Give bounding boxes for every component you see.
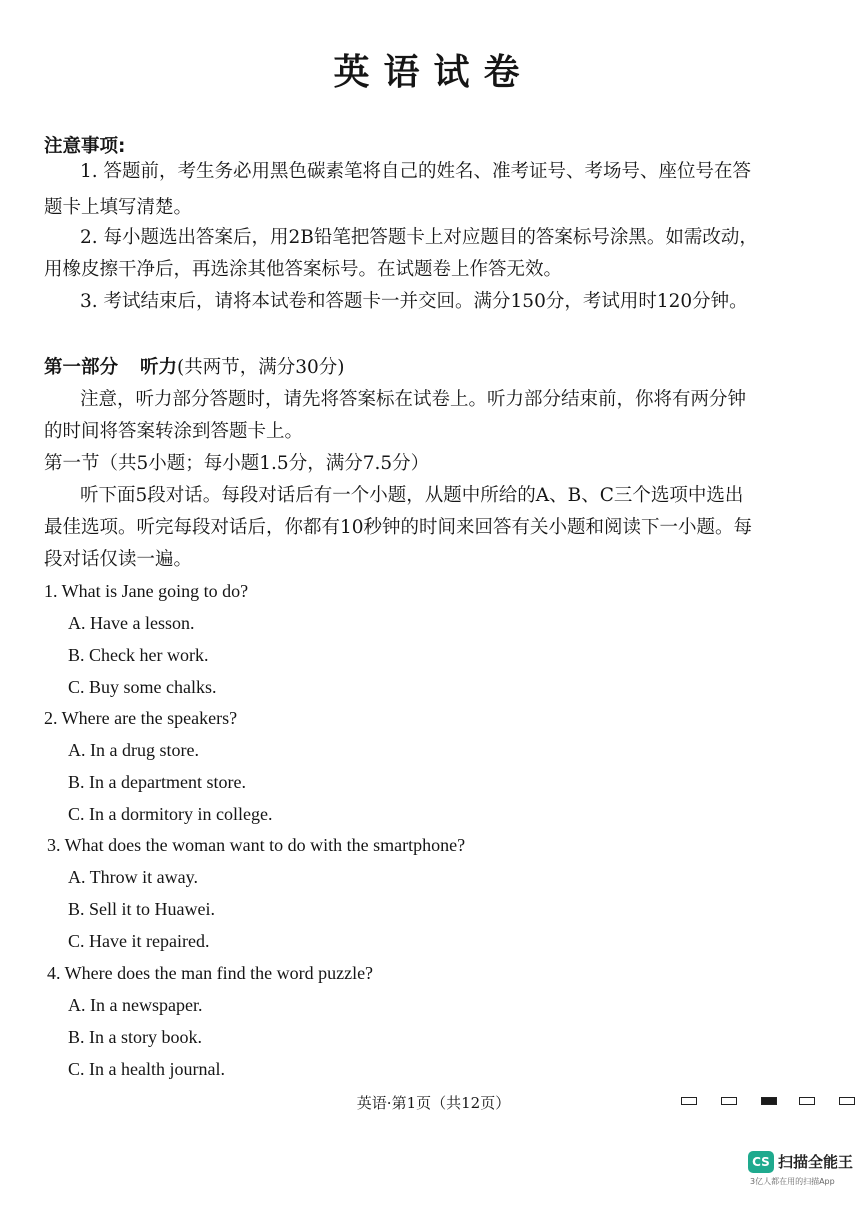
question-option: C. In a health journal.: [68, 1059, 225, 1079]
question-option: B. Check her work.: [68, 645, 209, 665]
alignment-mark: [761, 1097, 777, 1105]
part1-score: (共两节，满分30分): [177, 357, 345, 378]
question-option: B. Sell it to Huawei.: [68, 899, 215, 919]
notice-heading: 注意事项:: [44, 136, 126, 157]
part1-intro-line: 的时间将答案转涂到答题卡上。: [44, 421, 304, 442]
alignment-mark: [721, 1097, 737, 1105]
part1-header: [44, 356, 345, 380]
question-stem: 4. Where does the man find the word puzzle?: [47, 963, 374, 983]
alignment-mark: [799, 1097, 815, 1105]
question-option: A. In a drug store.: [68, 740, 199, 760]
alignment-mark: [839, 1097, 855, 1105]
part1-intro-line: 注意，听力部分答题时，请先将答案标在试卷上。听力部分结束前，你将有两分钟: [80, 389, 747, 410]
question-option: B. In a story book.: [68, 1027, 202, 1047]
question-option: B. In a department store.: [68, 772, 246, 792]
question-option: A. In a newspaper.: [68, 995, 203, 1015]
exam-title: 英语试卷: [333, 52, 534, 93]
notice-line: 用橡皮擦干净后，再选涂其他答案标号。在试题卷上作答无效。: [44, 259, 563, 280]
page-footer: 英语·第1页（共12页）: [356, 1094, 511, 1112]
question-option: C. In a dormitory in college.: [68, 804, 273, 824]
question-stem: 2. Where are the speakers?: [44, 708, 238, 728]
scanner-watermark: [748, 1151, 860, 1191]
question-option: A. Throw it away.: [68, 867, 198, 887]
notice-line: 2. 每小题选出答案后，用2B铅笔把答题卡上对应题目的答案标号涂黑。如需改动，: [80, 227, 758, 248]
section-intro-line: 最佳选项。听完每段对话后，你都有10秒钟的时间来回答有关小题和阅读下一小题。每: [44, 517, 753, 538]
part1-title: 听力: [140, 357, 178, 378]
notice-line: 1. 答题前，考生务必用黑色碳素笔将自己的姓名、准考证号、考场号、座位号在答: [80, 161, 752, 182]
question-stem: 3. What does the woman want to do with the smartphone?: [47, 835, 466, 855]
question-option: C. Buy some chalks.: [68, 677, 217, 697]
section-intro-line: 听下面5段对话。每段对话后有一个小题，从题中所给的A、B、C三个选项中选出: [80, 485, 744, 506]
scanner-logo-icon: CS: [748, 1151, 774, 1173]
notice-line: 3. 考试结束后，请将本试卷和答题卡一并交回。满分150分，考试用时120分钟。: [80, 291, 748, 312]
question-option: A. Have a lesson.: [68, 613, 195, 633]
question-stem: 1. What is Jane going to do?: [44, 581, 249, 601]
section-heading: 第一节（共5小题；每小题1.5分，满分7.5分）: [44, 453, 430, 474]
question-option: C. Have it repaired.: [68, 931, 210, 951]
scanner-app-name: 扫描全能王: [778, 1153, 854, 1171]
part1-heading: 第一部分: [44, 357, 119, 378]
section-intro-line: 段对话仅读一遍。: [44, 549, 193, 570]
alignment-mark: [681, 1097, 697, 1105]
scanner-tagline: 3亿人都在用的扫描App: [750, 1177, 835, 1186]
notice-line: 题卡上填写清楚。: [44, 197, 193, 218]
